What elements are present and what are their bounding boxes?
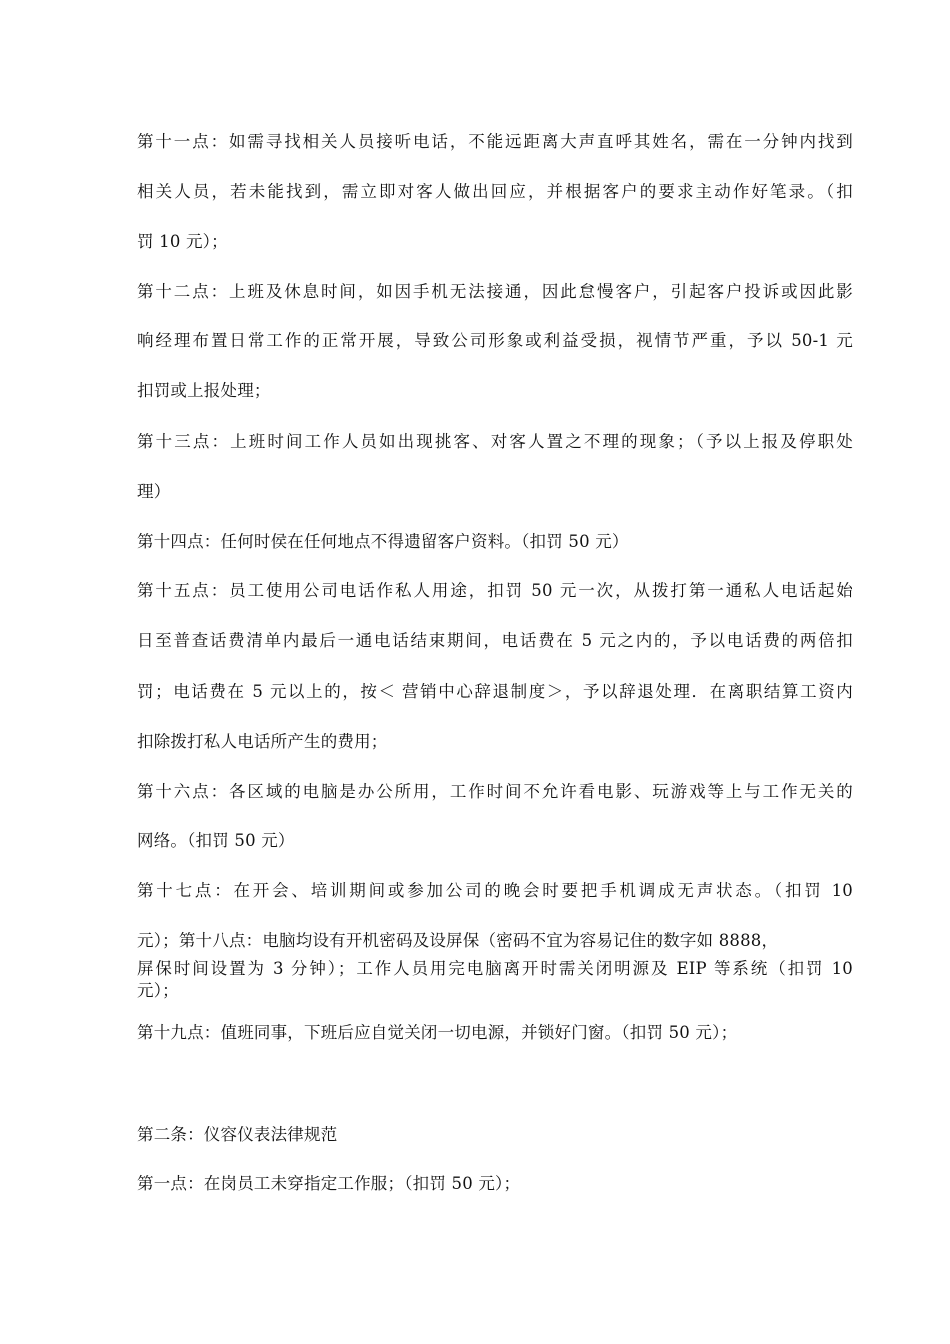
paragraph-line: 第十二点：上班及休息时间，如因手机无法接通，因此怠慢客户，引起客户投诉或因此影 bbox=[137, 282, 853, 301]
paragraph-line: 元）；第十八点：电脑均设有开机密码及设屏保（密码不宜为容易记住的数字如 8888， bbox=[137, 931, 779, 950]
paragraph-line: 第一点：在岗员工未穿指定工作服；（扣罚 50 元）； bbox=[137, 1174, 521, 1193]
paragraph-line: 理） bbox=[137, 482, 171, 501]
paragraph-line: 第十四点：任何时侯在任何地点不得遗留客户资料。（扣罚 50 元） bbox=[137, 532, 629, 551]
paragraph-line: 网络。（扣罚 50 元） bbox=[137, 831, 295, 850]
paragraph-line: 罚 10 元）； bbox=[137, 232, 228, 251]
paragraph-line: 扣罚或上报处理； bbox=[137, 381, 271, 400]
paragraph-line: 日至普查话费清单内最后一通电话结束期间，电话费在 5 元之内的，予以电话费的两倍扣 bbox=[137, 631, 853, 650]
section-heading: 第二条：仪容仪表法律规范 bbox=[137, 1125, 338, 1144]
paragraph-line: 第十五点：员工使用公司电话作私人用途，扣罚 50 元一次，从拨打第一通私人电话起始 bbox=[137, 581, 853, 600]
paragraph-line: 第十九点：值班同事，下班后应自觉关闭一切电源，并锁好门窗。（扣罚 50 元）； bbox=[137, 1023, 738, 1042]
paragraph-line: 第十三点：上班时间工作人员如出现挑客、对客人置之不理的现象；（予以上报及停职处 bbox=[137, 432, 853, 451]
paragraph-line: 相关人员，若未能找到，需立即对客人做出回应，并根据客户的要求主动作好笔录。（扣 bbox=[137, 182, 853, 201]
paragraph-line: 罚；电话费在 5 元以上的，按＜ 营销中心辞退制度＞，予以辞退处理．在离职结算工资内 bbox=[137, 682, 853, 701]
paragraph-line: 屏保时间设置为 3 分钟）；工作人员用完电脑离开时需关闭明源及 EIP 等系统（扣罚 10 bbox=[137, 959, 853, 978]
paragraph-line: 第十一点：如需寻找相关人员接听电话，不能远距离大声直呼其姓名，需在一分钟内找到 bbox=[137, 132, 853, 151]
paragraph-line: 第十六点：各区域的电脑是办公所用，工作时间不允许看电影、玩游戏等上与工作无关的 bbox=[137, 782, 853, 801]
paragraph-line: 扣除拨打私人电话所产生的费用； bbox=[137, 732, 388, 751]
paragraph-line: 第十七点：在开会、培训期间或参加公司的晚会时要把手机调成无声状态。（扣罚 10 bbox=[137, 881, 853, 900]
paragraph-line: 响经理布置日常工作的正常开展，导致公司形象或利益受损，视情节严重，予以 50-1 元 bbox=[137, 331, 853, 350]
paragraph-line: 元）； bbox=[137, 981, 179, 1000]
